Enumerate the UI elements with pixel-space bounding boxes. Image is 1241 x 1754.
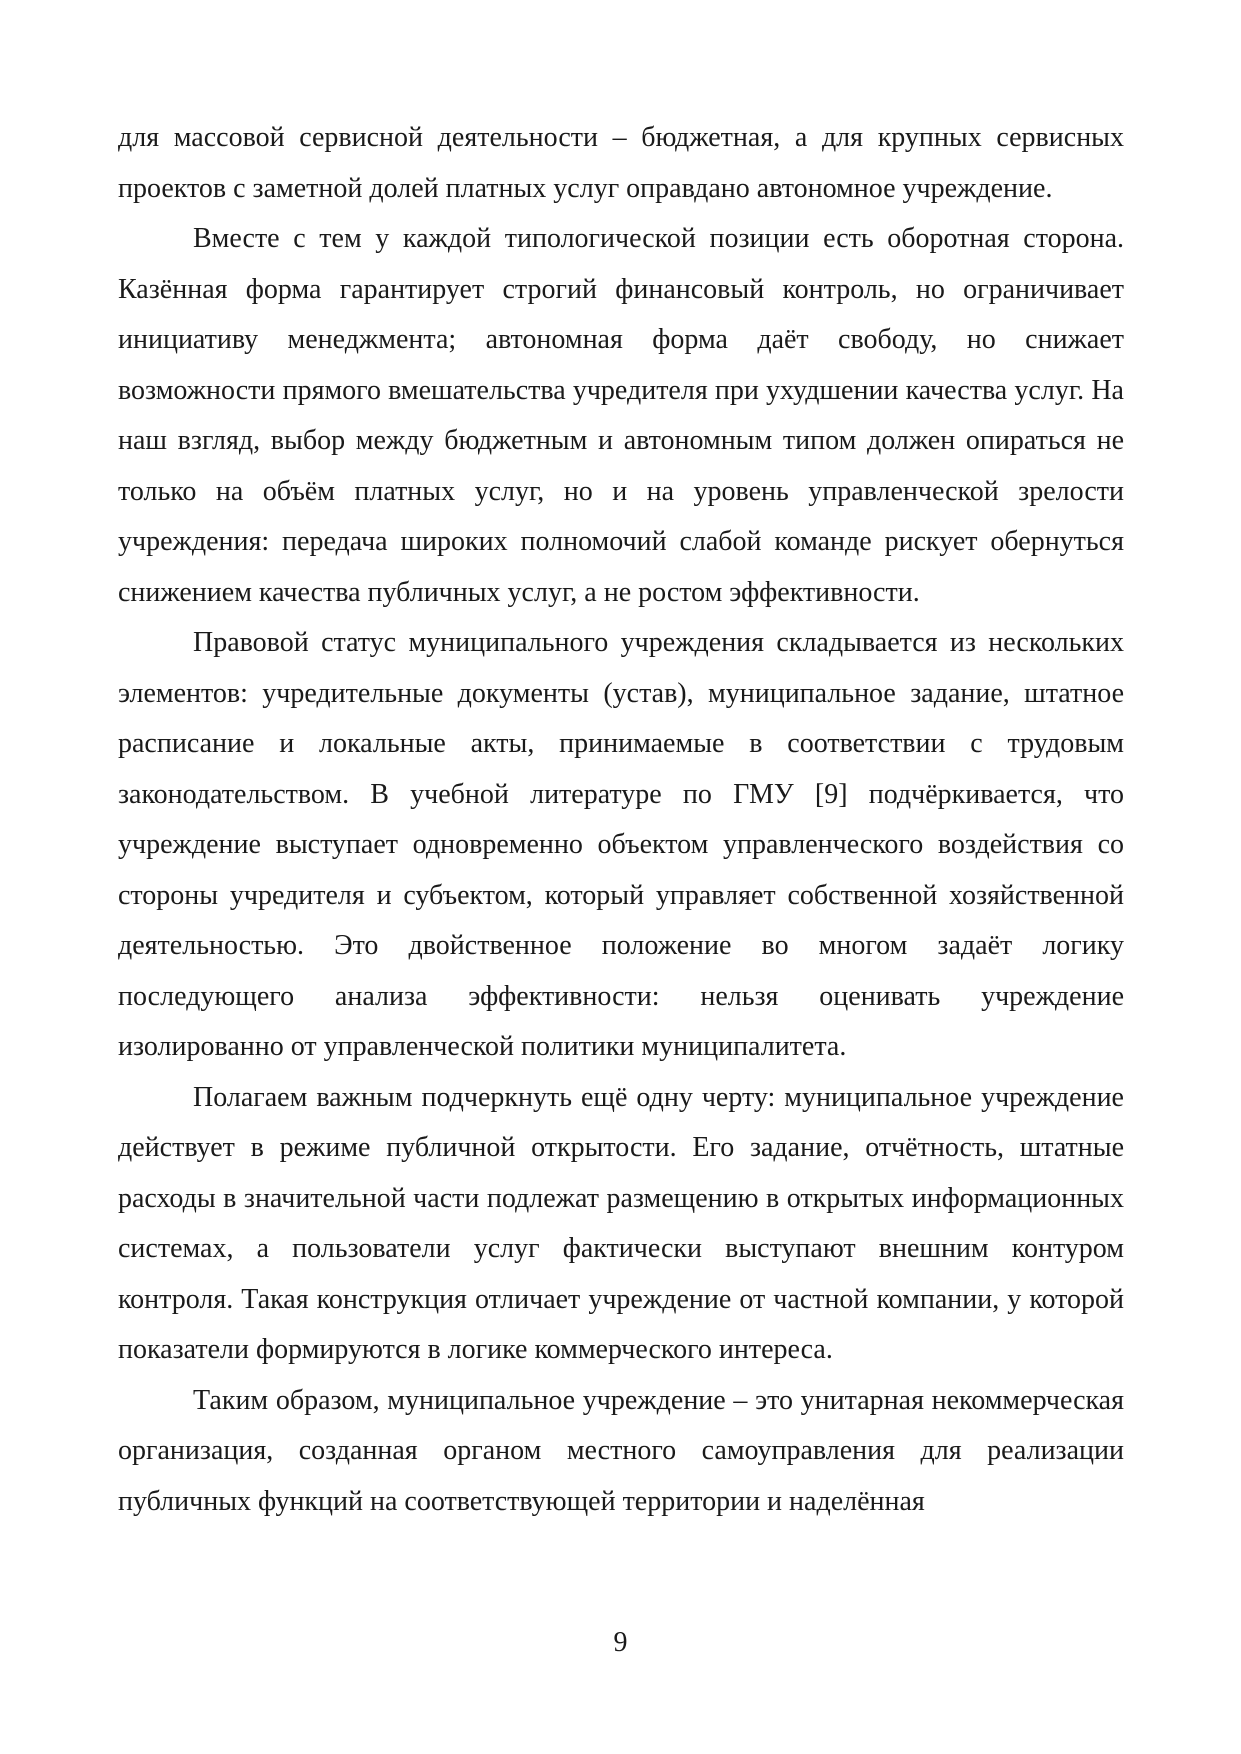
paragraph-continuation: для массовой сервисной деятельности – бюджетная, а для крупных сервисных проектов с заметной долей платных услуг оправдано автономное учреждение. (118, 122, 1124, 204)
body-text (118, 113, 1124, 1527)
paragraph-legal-status: Правовой статус муниципального учреждения складывается из нескольких элементов: учредительные документы (устав), муниципальное задание, штатное расписание и локальные акты, принимаемые в соответствии с трудовым законодательством. В учебной литературе по ГМУ [9] подчёркивается, что учреждение выступает одновременно объектом управленческого воздействия со стороны учредителя и субъектом, который управляет собственной хозяйственной деятельностью. Это двойственное положение во многом задаёт логику последующего анализа эффективности: нельзя оценивать учреждение изолированно от управленческой политики муниципалитета. (118, 627, 1124, 1062)
paragraph-reverse-side: Вместе с тем у каждой типологической позиции есть оборотная сторона. Казённая форма гарантирует строгий финансовый контроль, но ограничивает инициативу менеджмента; автономная форма даёт свободу, но снижает возможности прямого вмешательства учредителя при ухудшении качества услуг. На наш взгляд, выбор между бюджетным и автономным типом должен опираться не только на объём платных услуг, но и на уровень управленческой зрелости учреждения: передача широких полномочий слабой команде рискует обернуться снижением качества публичных услуг, а не ростом эффективности. (118, 223, 1124, 608)
paragraph-conclusion: Таким образом, муниципальное учреждение – это унитарная некоммерческая организация, созданная органом местного самоуправления для реализации публичных функций на соответствующей территории и наделённая (118, 1384, 1124, 1517)
page-number: 9 (613, 1627, 628, 1658)
paragraph-public-openness: Полагаем важным подчеркнуть ещё одну черту: муниципальное учреждение действует в режиме публичной открытости. Его задание, отчётность, штатные расходы в значительной части подлежат размещению в открытых информационных системах, а пользователи услуг фактически выступают внешним контуром контроля. Такая конструкция отличает учреждение от частной компании, у которой показатели формируются в логике коммерческого интереса. (118, 1081, 1124, 1365)
